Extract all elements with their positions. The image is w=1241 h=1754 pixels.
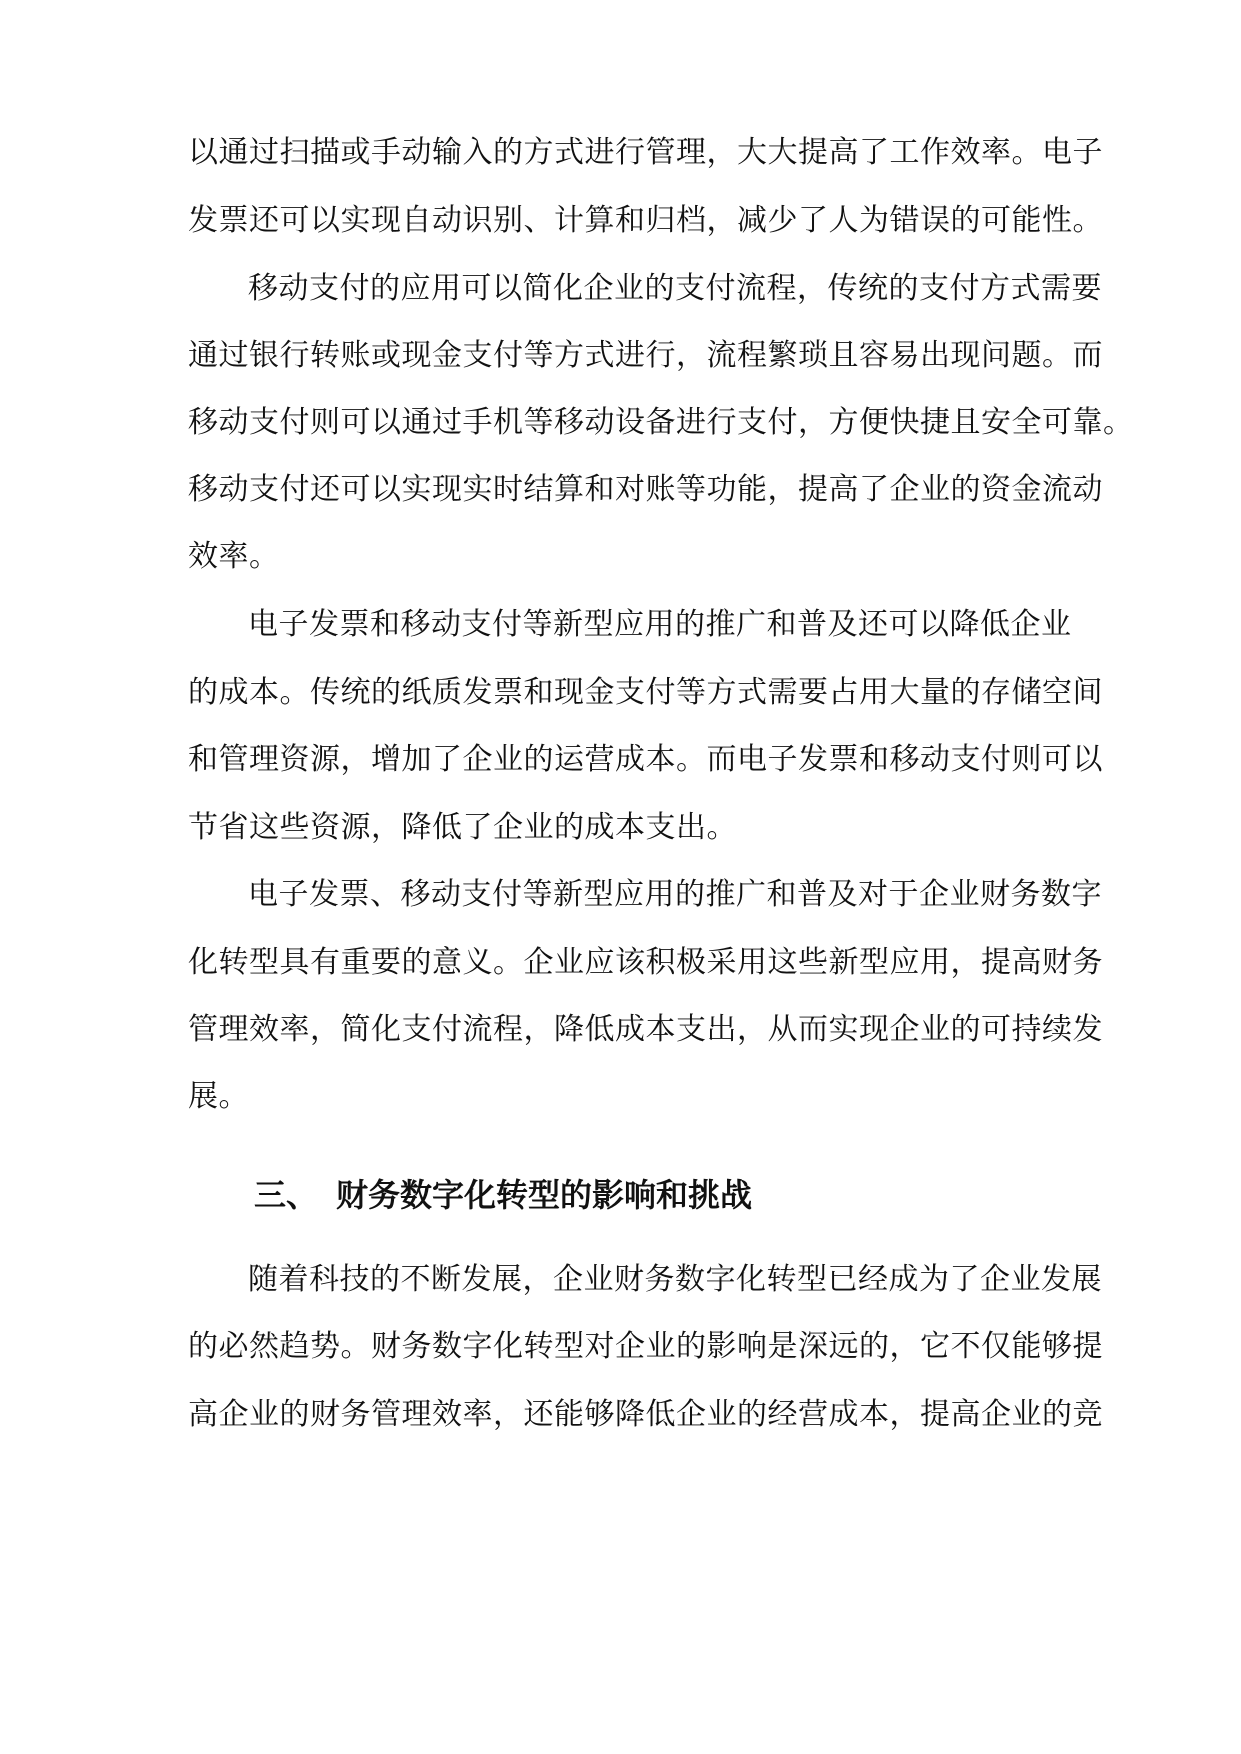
paragraph-3-line-4: 节省这些资源，降低了企业的成本支出。 [188,810,737,845]
paragraph-4-line-3: 管理效率，简化支付流程，降低成本支出，从而实现企业的可持续发 [188,1012,1103,1047]
paragraph-2-line-5: 效率。 [188,539,280,574]
paragraph-4-line-4: 展。 [188,1079,249,1114]
paragraph-1-line-2: 发票还可以实现自动识别、计算和归档，减少了人为错误的可能性。 [188,203,1103,238]
section-heading [254,1167,752,1223]
paragraph-3-line-1: 电子发票和移动支付等新型应用的推广和普及还可以降低企业 [248,607,1072,642]
section-number: 三、 [254,1176,319,1214]
section-paragraph-line-3: 高企业的财务管理效率，还能够降低企业的经营成本，提高企业的竞 [188,1397,1103,1432]
section-title: 财务数字化转型的影响和挑战 [336,1176,753,1214]
paragraph-2-line-4: 移动支付还可以实现实时结算和对账等功能，提高了企业的资金流动 [188,472,1103,507]
paragraph-3-line-2: 的成本。传统的纸质发票和现金支付等方式需要占用大量的存储空间 [188,675,1103,710]
paragraph-2-line-1: 移动支付的应用可以简化企业的支付流程，传统的支付方式需要 [248,271,1102,306]
paragraph-2-line-2: 通过银行转账或现金支付等方式进行，流程繁琐且容易出现问题。而 [188,338,1103,373]
paragraph-3-line-3: 和管理资源，增加了企业的运营成本。而电子发票和移动支付则可以 [188,742,1103,777]
paragraph-4-line-1: 电子发票、移动支付等新型应用的推广和普及对于企业财务数字 [248,877,1102,912]
paragraph-2-line-3: 移动支付则可以通过手机等移动设备进行支付，方便快捷且安全可靠。 [188,405,1134,440]
paragraph-4-line-2: 化转型具有重要的意义。企业应该积极采用这些新型应用，提高财务 [188,945,1103,980]
paragraph-1-line-1: 以通过扫描或手动输入的方式进行管理，大大提高了工作效率。电子 [188,135,1103,170]
section-paragraph-line-2: 的必然趋势。财务数字化转型对企业的影响是深远的，它不仅能够提 [188,1329,1103,1364]
section-paragraph-line-1: 随着科技的不断发展，企业财务数字化转型已经成为了企业发展 [248,1262,1102,1297]
